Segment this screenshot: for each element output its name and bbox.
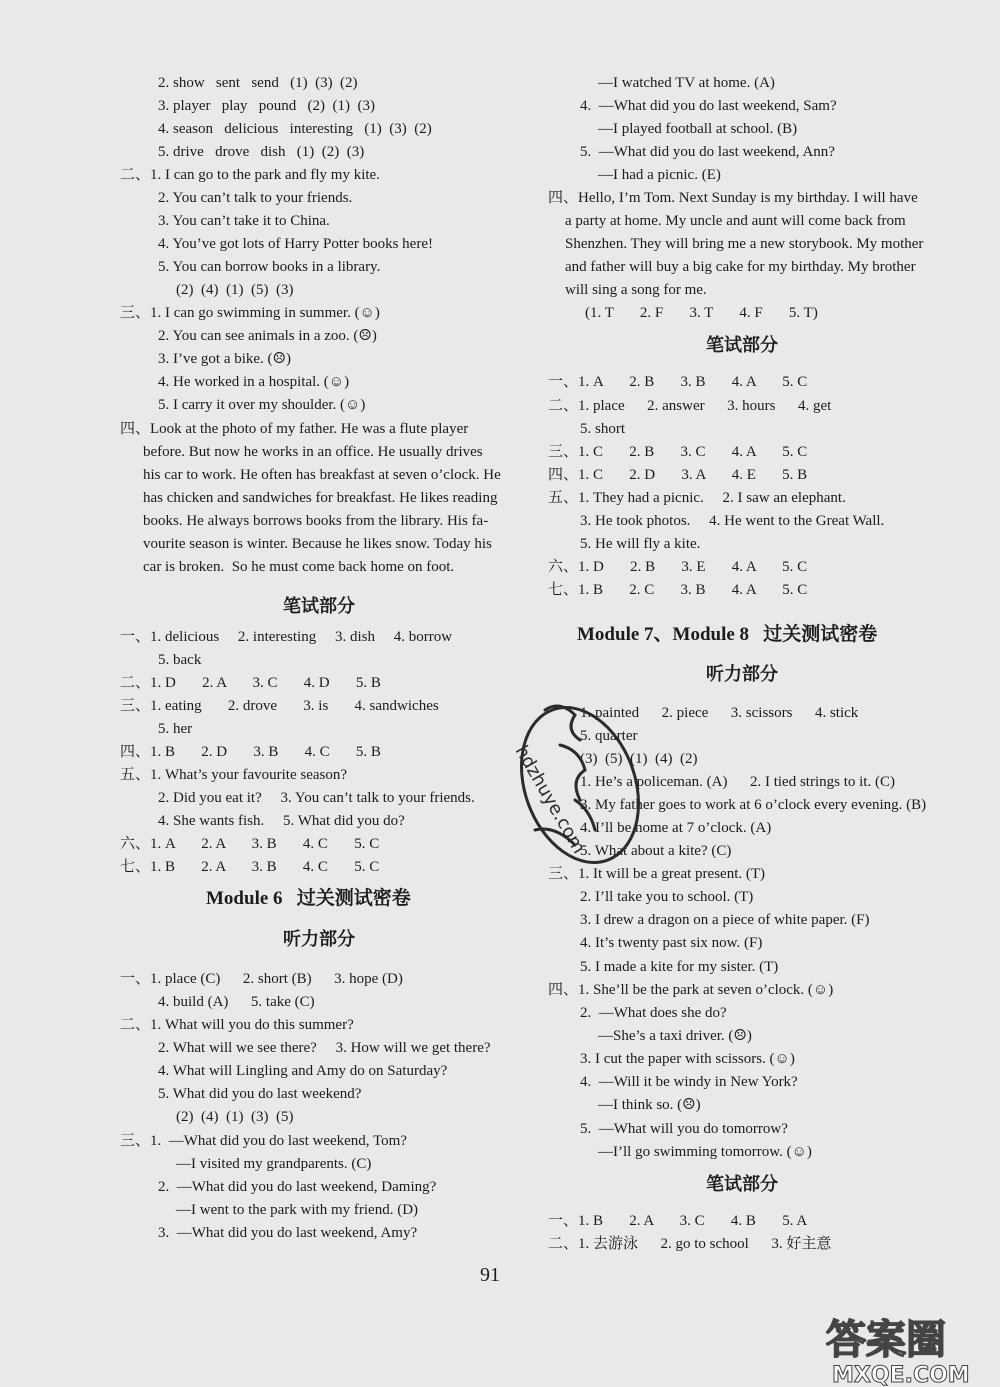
section-subtitle: 听力部分 <box>283 929 355 949</box>
right-line: —I played football at school. (B) <box>598 121 798 137</box>
left-line: 一、1. place (C) 2. short (B) 3. hope (D) <box>120 971 403 987</box>
left-line: 三、1. eating 2. drove 3. is 4. sandwiches <box>120 698 439 714</box>
right-line: 四、1. She’ll be the park at seven o’clock. (☺) <box>548 982 834 998</box>
right-line: 4. —Will it be windy in New York? <box>580 1074 798 1090</box>
right-line: 3. He took photos. 4. He went to the Great Wall. <box>580 513 885 529</box>
right-line: 1. painted 2. piece 3. scissors 4. stick <box>580 705 859 721</box>
section-subtitle: 听力部分 <box>706 664 778 684</box>
left-line: 2. —What did you do last weekend, Daming? <box>158 1179 437 1195</box>
left-line: 四、1. B 2. D 3. B 4. C 5. B <box>120 744 381 760</box>
section-subtitle: 笔试部分 <box>706 1174 778 1194</box>
left-line: 5. back <box>158 652 202 668</box>
right-line: and father will buy a big cake for my birthday. My brother <box>565 259 916 275</box>
right-line: 3. I drew a dragon on a piece of white paper. (F) <box>580 912 870 928</box>
left-line: 二、1. I can go to the park and fly my kite. <box>120 167 380 183</box>
left-line: 一、1. delicious 2. interesting 3. dish 4. borrow <box>120 629 453 645</box>
left-line: has chicken and sandwiches for breakfast. He likes reading <box>143 490 498 506</box>
left-line: 3. —What did you do last weekend, Amy? <box>158 1225 418 1241</box>
svg-text:MXQE.COM: MXQE.COM <box>832 1363 970 1387</box>
left-line: car is broken. So he must come back home on foot. <box>143 559 455 575</box>
left-line: 4. season delicious interesting (1) (3) (2) <box>158 121 432 137</box>
left-line: 4. He worked in a hospital. (☺) <box>158 374 350 390</box>
handwritten-stamp-graphic <box>505 690 655 880</box>
left-line: 3. You can’t take it to China. <box>158 213 330 229</box>
left-line: 四、Look at the photo of my father. He was a flute player <box>120 421 469 437</box>
right-line: 5. quarter <box>580 728 638 744</box>
right-line: 3. I cut the paper with scissors. (☺) <box>580 1051 795 1067</box>
left-line: 2. You can’t talk to your friends. <box>158 190 353 206</box>
right-line: —I think so. (☹) <box>598 1097 701 1113</box>
right-line: (1. T 2. F 3. T 4. F 5. T) <box>585 305 818 321</box>
right-line: —I watched TV at home. (A) <box>598 75 775 91</box>
left-line: 5. drive drove dish (1) (2) (3) <box>158 144 365 160</box>
svg-text:hdzhuye.com: hdzhuye.com <box>510 742 590 858</box>
left-line: 2. show sent send (1) (3) (2) <box>158 75 358 91</box>
left-line: 4. What will Lingling and Amy do on Saturday? <box>158 1063 448 1079</box>
left-line: before. But now he works in an office. He usually drives <box>143 444 483 460</box>
left-line: 三、1. —What did you do last weekend, Tom? <box>120 1133 407 1149</box>
section-title: Module 6 过关测试密卷 <box>206 888 411 909</box>
left-line: —I visited my grandparents. (C) <box>176 1156 372 1172</box>
left-line: —I went to the park with my friend. (D) <box>176 1202 419 1218</box>
right-line: 六、1. D 2. B 3. E 4. A 5. C <box>548 559 808 575</box>
right-line: 四、Hello, I’m Tom. Next Sunday is my birthday. I will have <box>548 190 918 206</box>
left-line: 4. She wants fish. 5. What did you do? <box>158 813 405 829</box>
right-line: 5. —What did you do last weekend, Ann? <box>580 144 835 160</box>
left-line: 二、1. What will you do this summer? <box>120 1017 354 1033</box>
right-line: 1. He’s a policeman. (A) 2. I tied strings to it. (C) <box>580 774 895 790</box>
right-line: 5. —What will you do tomorrow? <box>580 1121 788 1137</box>
right-line: a party at home. My uncle and aunt will come back from <box>565 213 906 229</box>
right-line: —I had a picnic. (E) <box>598 167 721 183</box>
left-line: his car to work. He often has breakfast at seven o’clock. He <box>143 467 501 483</box>
right-line: 5. He will fly a kite. <box>580 536 701 552</box>
right-line: 2. I’ll take you to school. (T) <box>580 889 754 905</box>
right-line: 4. It’s twenty past six now. (F) <box>580 935 763 951</box>
left-line: 2. Did you eat it? 3. You can’t talk to your friends. <box>158 790 475 806</box>
left-line: (2) (4) (1) (5) (3) <box>176 282 294 298</box>
left-line: vourite season is winter. Because he likes snow. Today his <box>143 536 492 552</box>
section-subtitle: 笔试部分 <box>706 335 778 355</box>
right-line: 4. I’ll be home at 7 o’clock. (A) <box>580 820 772 836</box>
right-line: —She’s a taxi driver. (☹) <box>598 1028 752 1044</box>
right-line: 4. —What did you do last weekend, Sam? <box>580 98 837 114</box>
right-line: 五、1. They had a picnic. 2. I saw an elephant. <box>548 490 846 506</box>
right-line: 2. —What does she do? <box>580 1005 727 1021</box>
section-title: Module 7、Module 8 过关测试密卷 <box>577 624 878 645</box>
right-line: 5. I made a kite for my sister. (T) <box>580 959 779 975</box>
right-line: 二、1. place 2. answer 3. hours 4. get <box>548 398 832 414</box>
right-line: 5. short <box>580 421 625 437</box>
left-line: (2) (4) (1) (3) (5) <box>176 1109 294 1125</box>
left-line: 5. What did you do last weekend? <box>158 1086 362 1102</box>
svg-text:答案圈: 答案圈 <box>826 1317 946 1363</box>
left-line: 五、1. What’s your favourite season? <box>120 767 348 783</box>
left-line: 3. player play pound (2) (1) (3) <box>158 98 376 114</box>
right-line: 三、1. It will be a great present. (T) <box>548 866 766 882</box>
left-line: 2. What will we see there? 3. How will we get there? <box>158 1040 491 1056</box>
left-line: 5. her <box>158 721 193 737</box>
left-line: 2. You can see animals in a zoo. (☹) <box>158 328 377 344</box>
right-line: 七、1. B 2. C 3. B 4. A 5. C <box>548 582 808 598</box>
right-line: 二、1. 去游泳 2. go to school 3. 好主意 <box>548 1236 832 1252</box>
section-subtitle: 笔试部分 <box>283 596 355 616</box>
right-line: —I’ll go swimming tomorrow. (☺) <box>598 1144 812 1160</box>
left-line: 六、1. A 2. A 3. B 4. C 5. C <box>120 836 380 852</box>
right-line: 一、1. A 2. B 3. B 4. A 5. C <box>548 374 808 390</box>
watermark-logo <box>818 1308 998 1387</box>
left-line: 七、1. B 2. A 3. B 4. C 5. C <box>120 859 380 875</box>
left-line: 5. I carry it over my shoulder. (☺) <box>158 397 366 413</box>
page-number: 91 <box>480 1264 500 1286</box>
right-line: 3. My father goes to work at 6 o’clock every evening. (B) <box>580 797 927 813</box>
left-line: 5. You can borrow books in a library. <box>158 259 381 275</box>
right-line: Shenzhen. They will bring me a new storybook. My mother <box>565 236 924 252</box>
right-line: will sing a song for me. <box>565 282 707 298</box>
right-line: 四、1. C 2. D 3. A 4. E 5. B <box>548 467 808 483</box>
left-line: 4. You’ve got lots of Harry Potter books here! <box>158 236 433 252</box>
left-line: books. He always borrows books from the library. His fa- <box>143 513 489 529</box>
left-line: 4. build (A) 5. take (C) <box>158 994 315 1010</box>
left-line: 3. I’ve got a bike. (☹) <box>158 351 291 367</box>
left-line: 二、1. D 2. A 3. C 4. D 5. B <box>120 675 381 691</box>
right-line: (3) (5) (1) (4) (2) <box>580 751 698 767</box>
right-line: 5. What about a kite? (C) <box>580 843 732 859</box>
right-line: 三、1. C 2. B 3. C 4. A 5. C <box>548 444 808 460</box>
left-line: 三、1. I can go swimming in summer. (☺) <box>120 305 380 321</box>
right-line: 一、1. B 2. A 3. C 4. B 5. A <box>548 1213 808 1229</box>
